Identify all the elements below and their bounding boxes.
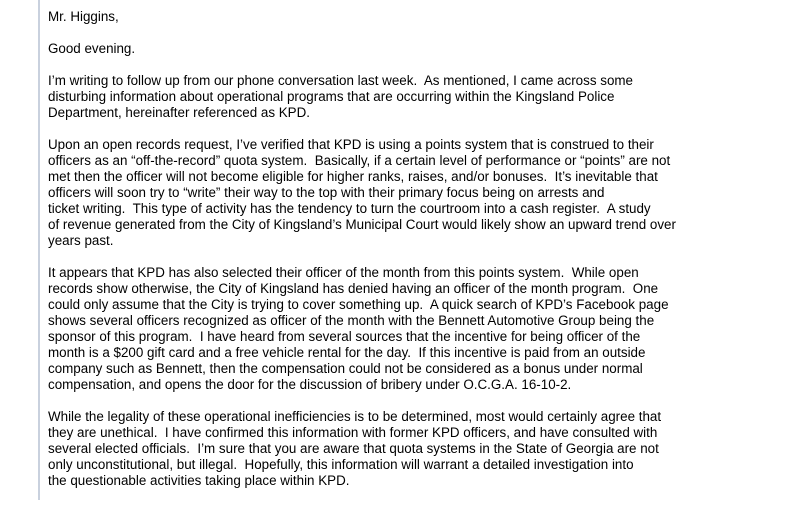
paragraph-line: met then the officer will not become eligible for higher ranks, raises, and/or bonuses. It’s inevitable that xyxy=(48,169,658,184)
paragraph-line: they are unethical. I have confirmed this information with former KPD officers, and have consulted with xyxy=(48,425,658,440)
paragraph-line: only unconstitutional, but illegal. Hopefully, this information will warrant a detailed investigation into xyxy=(48,457,634,472)
paragraph-line: While the legality of these operational inefficiencies is to be determined, most would certainly agree that xyxy=(48,409,662,424)
paragraph-line: could only assume that the City is trying to cover something up. A quick search of KPD’s Facebook page xyxy=(48,297,669,312)
paragraph-intro xyxy=(48,73,796,121)
quote-rule xyxy=(38,0,40,500)
paragraph-points-system xyxy=(48,137,796,249)
paragraph-line: shows several officers recognized as officer of the month with the Bennett Automotive Group being the xyxy=(48,313,655,328)
paragraph-line: officers as an “off-the-record” quota system. Basically, if a certain level of performance or “points” are not xyxy=(48,153,671,168)
paragraph-line: Department, hereinafter referenced as KPD. xyxy=(48,105,310,120)
paragraph-line: ticket writing. This type of activity has the tendency to turn the courtroom into a cash register. A study xyxy=(48,201,651,216)
paragraph-line: records show otherwise, the City of Kingsland has denied having an officer of the month program. One xyxy=(48,281,659,296)
salutation xyxy=(48,9,796,25)
paragraph-line: of revenue generated from the City of Kingsland’s Municipal Court would likely show an upward trend over xyxy=(48,217,676,232)
greeting-text: Good evening. xyxy=(48,41,136,56)
paragraph-line: It appears that KPD has also selected their officer of the month from this points system. While open xyxy=(48,265,639,280)
paragraph-line: compensation, and opens the door for the discussion of bribery under O.C.G.A. 16-10-2. xyxy=(48,377,572,392)
paragraph-line: years past. xyxy=(48,233,114,248)
paragraph-line: the questionable activities taking place within KPD. xyxy=(48,473,350,488)
paragraph-line: I’m writing to follow up from our phone conversation last week. As mentioned, I came across some xyxy=(48,73,633,88)
paragraph-line: Upon an open records request, I’ve verified that KPD is using a points system that is construed to their xyxy=(48,137,654,152)
paragraph-officer-of-month xyxy=(48,265,796,393)
paragraph-legality xyxy=(48,409,796,489)
paragraph-line: officers will soon try to “write” their way to the top with their primary focus being on arrests and xyxy=(48,185,605,200)
paragraph-line: month is a $200 gift card and a free vehicle rental for the day. If this incentive is paid from an outside xyxy=(48,345,646,360)
paragraph-line: several elected officials. I’m sure that you are aware that quota systems in the State of Georgia are not xyxy=(48,441,659,456)
paragraph-line: company such as Bennett, then the compensation could not be considered as a bonus under normal xyxy=(48,361,643,376)
paragraph-line: disturbing information about operational programs that are occurring within the Kingsland Police xyxy=(48,89,615,104)
email-body xyxy=(48,9,796,505)
salutation-text: Mr. Higgins, xyxy=(48,9,119,24)
greeting xyxy=(48,41,796,57)
paragraph-line: sponsor of this program. I have heard from several sources that the incentive for being officer of the xyxy=(48,329,641,344)
